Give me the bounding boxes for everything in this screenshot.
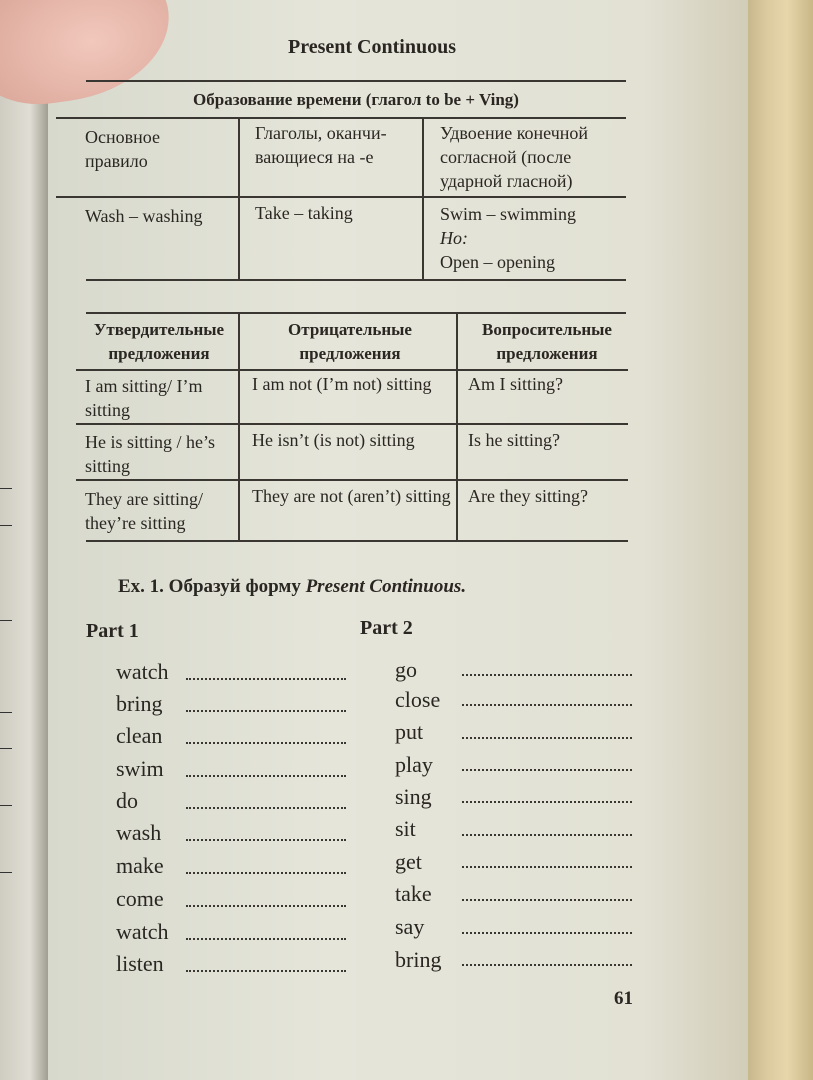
answer-blank[interactable] — [462, 866, 632, 868]
sentence-cell: I am not (I’m not) sitting — [252, 374, 432, 394]
formation-header-2: Глаголы, оканчи-вающиеся на -е — [255, 123, 387, 167]
part2-word: take — [395, 881, 432, 906]
sentence-cell: They are not (aren’t) sitting — [252, 486, 451, 506]
formation-cell-e: Take – taking — [255, 203, 353, 223]
answer-blank[interactable] — [186, 710, 346, 712]
formation-header-1: Основное правило — [85, 127, 160, 171]
part2-word: play — [395, 752, 433, 777]
formation-cell-open: Open – opening — [440, 252, 555, 272]
part2-word: close — [395, 687, 441, 712]
part2-word: bring — [395, 947, 442, 972]
formation-cell-double: Swim – swimming — [440, 204, 577, 224]
answer-blank[interactable] — [462, 899, 632, 901]
answer-blank[interactable] — [186, 970, 346, 972]
sentence-cell: Am I sitting? — [468, 374, 563, 394]
part1-word: make — [116, 853, 164, 878]
part1-word: wash — [116, 820, 162, 845]
part2-word: put — [395, 719, 424, 744]
sentence-cell: He is sitting / he’s sitting — [85, 432, 215, 476]
part1-label: Part 1 — [86, 620, 139, 642]
page-number: 61 — [614, 988, 633, 1009]
answer-blank[interactable] — [462, 801, 632, 803]
answer-blank[interactable] — [186, 872, 346, 874]
sentence-cell: I am sitting/ I’m sitting — [85, 376, 203, 420]
answer-blank[interactable] — [186, 839, 346, 841]
answer-blank[interactable] — [186, 807, 346, 809]
sentence-header-question: Вопросительные предложения — [482, 320, 612, 363]
part1-word: clean — [116, 723, 163, 748]
part1-word: listen — [116, 951, 164, 976]
part2-word: sing — [395, 784, 432, 809]
part1-word: watch — [116, 659, 169, 684]
page-stack-edge — [748, 0, 813, 1080]
answer-blank[interactable] — [462, 737, 632, 739]
answer-blank[interactable] — [186, 938, 346, 940]
sentence-cell: He isn’t (is not) sitting — [252, 430, 415, 450]
answer-blank[interactable] — [186, 678, 346, 680]
answer-blank[interactable] — [462, 932, 632, 934]
formation-cell-but: Но: — [440, 228, 468, 248]
sentence-header-negative: Отрицательные предложения — [288, 320, 412, 363]
sentence-cell: Are they sitting? — [468, 486, 588, 506]
answer-blank[interactable] — [186, 742, 346, 744]
sentence-cell: Is he sitting? — [468, 430, 560, 450]
sentence-header-affirmative: Утвердительные предложения — [93, 320, 225, 363]
answer-blank[interactable] — [462, 834, 632, 836]
formation-header-3: Удвоение конечной согласной (после ударной гласной) — [440, 123, 589, 191]
part1-word: do — [116, 788, 138, 813]
answer-blank[interactable] — [462, 769, 632, 771]
part2-word: go — [395, 657, 417, 682]
answer-blank[interactable] — [462, 674, 632, 676]
part2-label: Part 2 — [360, 617, 413, 639]
formation-caption: Образование времени (глагол to be + Ving) — [193, 90, 519, 109]
answer-blank[interactable] — [462, 964, 632, 966]
part1-word: come — [116, 886, 164, 911]
sentence-cell: They are sitting/ they’re sitting — [85, 489, 203, 533]
part1-word: watch — [116, 919, 169, 944]
answer-blank[interactable] — [186, 775, 346, 777]
exercise-prefix: Ex. 1. Образуй форму — [118, 576, 301, 597]
part1-word: swim — [116, 756, 164, 781]
exercise-italic: Present Continuous. — [305, 576, 467, 597]
part1-word: bring — [116, 691, 163, 716]
exercise-title — [118, 576, 466, 598]
page-title: Present Continuous — [288, 36, 456, 58]
left-page-edge — [0, 0, 50, 1080]
part2-word: sit — [395, 816, 416, 841]
part2-word: say — [395, 914, 425, 939]
part2-word: get — [395, 849, 422, 874]
formation-cell-rule: Wash – washing — [85, 206, 203, 226]
answer-blank[interactable] — [186, 905, 346, 907]
answer-blank[interactable] — [462, 704, 632, 706]
